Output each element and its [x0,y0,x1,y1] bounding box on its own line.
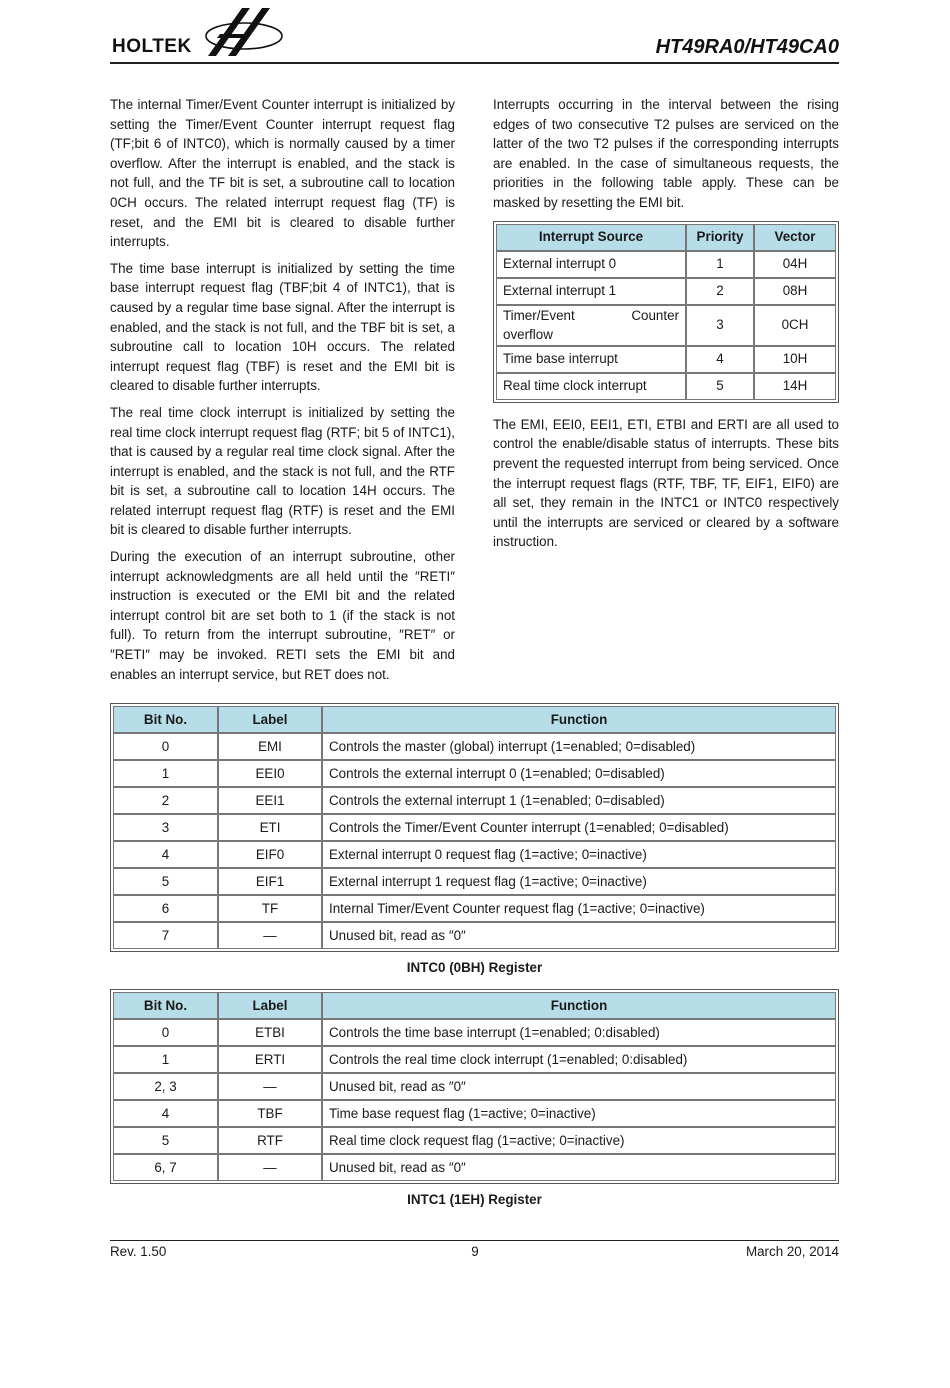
paragraph-timer-interrupt: The internal Timer/Event Counter interrupt is initialized by setting the Timer/Event Counter interrupt request flag (TF;bit 6 of INTC0), which is normally caused by a timer overflow. After the interrupt is enabled, and the stack is not full, and the TF bit is set, a subroutine call to location 0CH occurs. The related interrupt request flag (TF) is reset, and the EMI bit is cleared to disable further interrupts. [110,97,455,250]
column-header: Bit No. [113,706,218,733]
right-column [493,95,839,559]
table-cell: 6, 7 [113,1154,218,1181]
intc1-register-section [110,989,839,1207]
table-cell: 5 [113,1127,218,1154]
table-cell: Unused bit, read as ″0″ [322,922,836,949]
table-cell: — [218,1073,322,1100]
table-cell: External interrupt 0 request flag (1=active; 0=inactive) [322,841,836,868]
table-cell: 6 [113,895,218,922]
paragraph-interrupt-priority: Interrupts occurring in the interval between the rising edges of two consecutive T2 pulses are serviced on the latter of the two T2 pulses if the corresponding interrupts are enabled. In the case of simultaneous requests, the priorities in the following table apply. These can be masked by resetting the EMI bit. [493,97,839,210]
table-row [496,373,836,400]
column-header: Label [218,706,322,733]
table-row [113,841,836,868]
intc1-register-table [110,989,839,1184]
table-row [113,895,836,922]
table-cell: — [218,922,322,949]
table-header-row [113,992,836,1019]
table-cell: EEI1 [218,787,322,814]
left-column [110,95,455,691]
table-row [113,814,836,841]
table-row [113,1154,836,1181]
table-cell: Timer/Event Counter overflow [496,305,686,346]
logo-text: HOLTEK [112,36,192,57]
table-cell: TF [218,895,322,922]
table-row [113,1073,836,1100]
column-header: Vector [754,224,836,251]
table-cell: External interrupt 1 [496,278,686,305]
table-cell: 08H [754,278,836,305]
column-header: Function [322,992,836,1019]
table-cell: Real time clock interrupt [496,373,686,400]
table-row [113,760,836,787]
table-cell: Time base interrupt [496,346,686,373]
holtek-logo-icon [202,4,284,60]
table-cell: External interrupt 1 request flag (1=active; 0=inactive) [322,868,836,895]
paragraph-time-base-interrupt: The time base interrupt is initialized by setting the time base interrupt request flag (TBF;bit 4 of INTC1), that is caused by a regular time base signal. After the interrupt is enabled, and the stack is not full, and the TBF bit is set, a subroutine call to location 10H occurs. The related interrupt request flag (TBF) is reset and the EMI bit is cleared to disable further interrupts. [110,260,455,394]
table-caption: INTC0 (0BH) Register [406,960,543,975]
table-cell: 5 [113,868,218,895]
table-cell: 1 [113,760,218,787]
table-cell: EIF0 [218,841,322,868]
column-header: Bit No. [113,992,218,1019]
table-cell: 4 [113,1100,218,1127]
table-cell: Controls the master (global) interrupt (1=enabled; 0=disabled) [322,733,836,760]
document-title: HT49RA0/HT49CA0 [655,36,839,58]
table-row [113,787,836,814]
table-cell: Controls the real time clock interrupt (1=enabled; 0:disabled) [322,1046,836,1073]
table-row [496,278,836,305]
table-cell: EEI0 [218,760,322,787]
paragraph-interrupt-subroutine: During the execution of an interrupt subroutine, other interrupt acknowledgments are all held until the ″RETI″ instruction is executed or the EMI bit and the related interrupt control bit are set both to 1 (if the stack is not full). To return from the interrupt subroutine, ″RET″ or ″RETI″ may be invoked. RETI sets the EMI bit and enables an interrupt service, but RET does not. [110,549,455,682]
table-cell: TBF [218,1100,322,1127]
paragraph-interrupt-enable-bits: The EMI, EEI0, EEI1, ETI, ETBI and ERTI are all used to control the enable/disable status of interrupts. These bits prevent the requested interrupt from being serviced. Once the interrupt request flags (RTF, TBF, TF, EIF1, EIF0) are all set, they remain in the INTC1 or INTC0 respectively until the interrupts are serviced or cleared by a software instruction. [493,416,839,550]
table-cell: Unused bit, read as ″0″ [322,1154,836,1181]
table-row [496,251,836,278]
header-divider [110,62,839,64]
table-cell: Unused bit, read as ″0″ [322,1073,836,1100]
table-row [113,733,836,760]
table-row [496,305,836,346]
revision-label: Rev. 1.50 [110,1244,167,1259]
priority-table [493,221,839,403]
page-number: 9 [471,1244,479,1259]
table-cell: 2 [113,787,218,814]
table-cell: 1 [113,1046,218,1073]
table-cell: 10H [754,346,836,373]
table-cell: 0 [113,1019,218,1046]
table-row [113,1100,836,1127]
table-row [113,1046,836,1073]
table-row [113,1127,836,1154]
table-cell: Real time clock request flag (1=active; 0=inactive) [322,1127,836,1154]
table-cell: 3 [113,814,218,841]
column-header: Label [218,992,322,1019]
intc0-register-table [110,703,839,952]
table-cell: 1 [686,251,754,278]
table-cell: — [218,1154,322,1181]
column-header: Priority [686,224,754,251]
table-cell: Internal Timer/Event Counter request flag (1=active; 0=inactive) [322,895,836,922]
table-cell: 4 [113,841,218,868]
table-cell: Controls the Timer/Event Counter interrupt (1=enabled; 0=disabled) [322,814,836,841]
table-header-row [496,224,836,251]
table-cell: 7 [113,922,218,949]
table-cell: EMI [218,733,322,760]
table-cell: 5 [686,373,754,400]
table-cell: 0CH [754,305,836,346]
intc0-register-section [110,703,839,975]
table-cell: 3 [686,305,754,346]
table-cell: Controls the time base interrupt (1=enabled; 0:disabled) [322,1019,836,1046]
table-cell: 2, 3 [113,1073,218,1100]
table-cell: Controls the external interrupt 0 (1=enabled; 0=disabled) [322,760,836,787]
column-header: Function [322,706,836,733]
table-row [496,346,836,373]
table-cell: Time base request flag (1=active; 0=inactive) [322,1100,836,1127]
table-cell: 2 [686,278,754,305]
table-header-row [113,706,836,733]
table-row [113,1019,836,1046]
table-cell: 4 [686,346,754,373]
table-cell: Controls the external interrupt 1 (1=enabled; 0=disabled) [322,787,836,814]
table-row [113,868,836,895]
footer-divider [110,1240,839,1241]
table-cell: External interrupt 0 [496,251,686,278]
column-header: Interrupt Source [496,224,686,251]
table-cell: 14H [754,373,836,400]
table-cell: RTF [218,1127,322,1154]
table-cell: 0 [113,733,218,760]
table-cell: ETBI [218,1019,322,1046]
paragraph-rtc-interrupt: The real time clock interrupt is initialized by setting the real time clock interrupt request flag (RTF; bit 5 of INTC1), that is caused by a regular real time clock signal. After the interrupt is enabled, and the stack is not full, and the RTF bit is set, a subroutine call to location 14H occurs. The related interrupt request flag (RTF) is reset and the EMI bit is cleared to disable further interrupts. [110,404,455,538]
table-cell: 04H [754,251,836,278]
publish-date: March 20, 2014 [745,1244,839,1259]
table-cell: ERTI [218,1046,322,1073]
holtek-logo [112,4,282,60]
table-row [113,922,836,949]
table-cell: EIF1 [218,868,322,895]
table-cell: ETI [218,814,322,841]
table-caption: INTC1 (1EH) Register [407,1192,542,1207]
